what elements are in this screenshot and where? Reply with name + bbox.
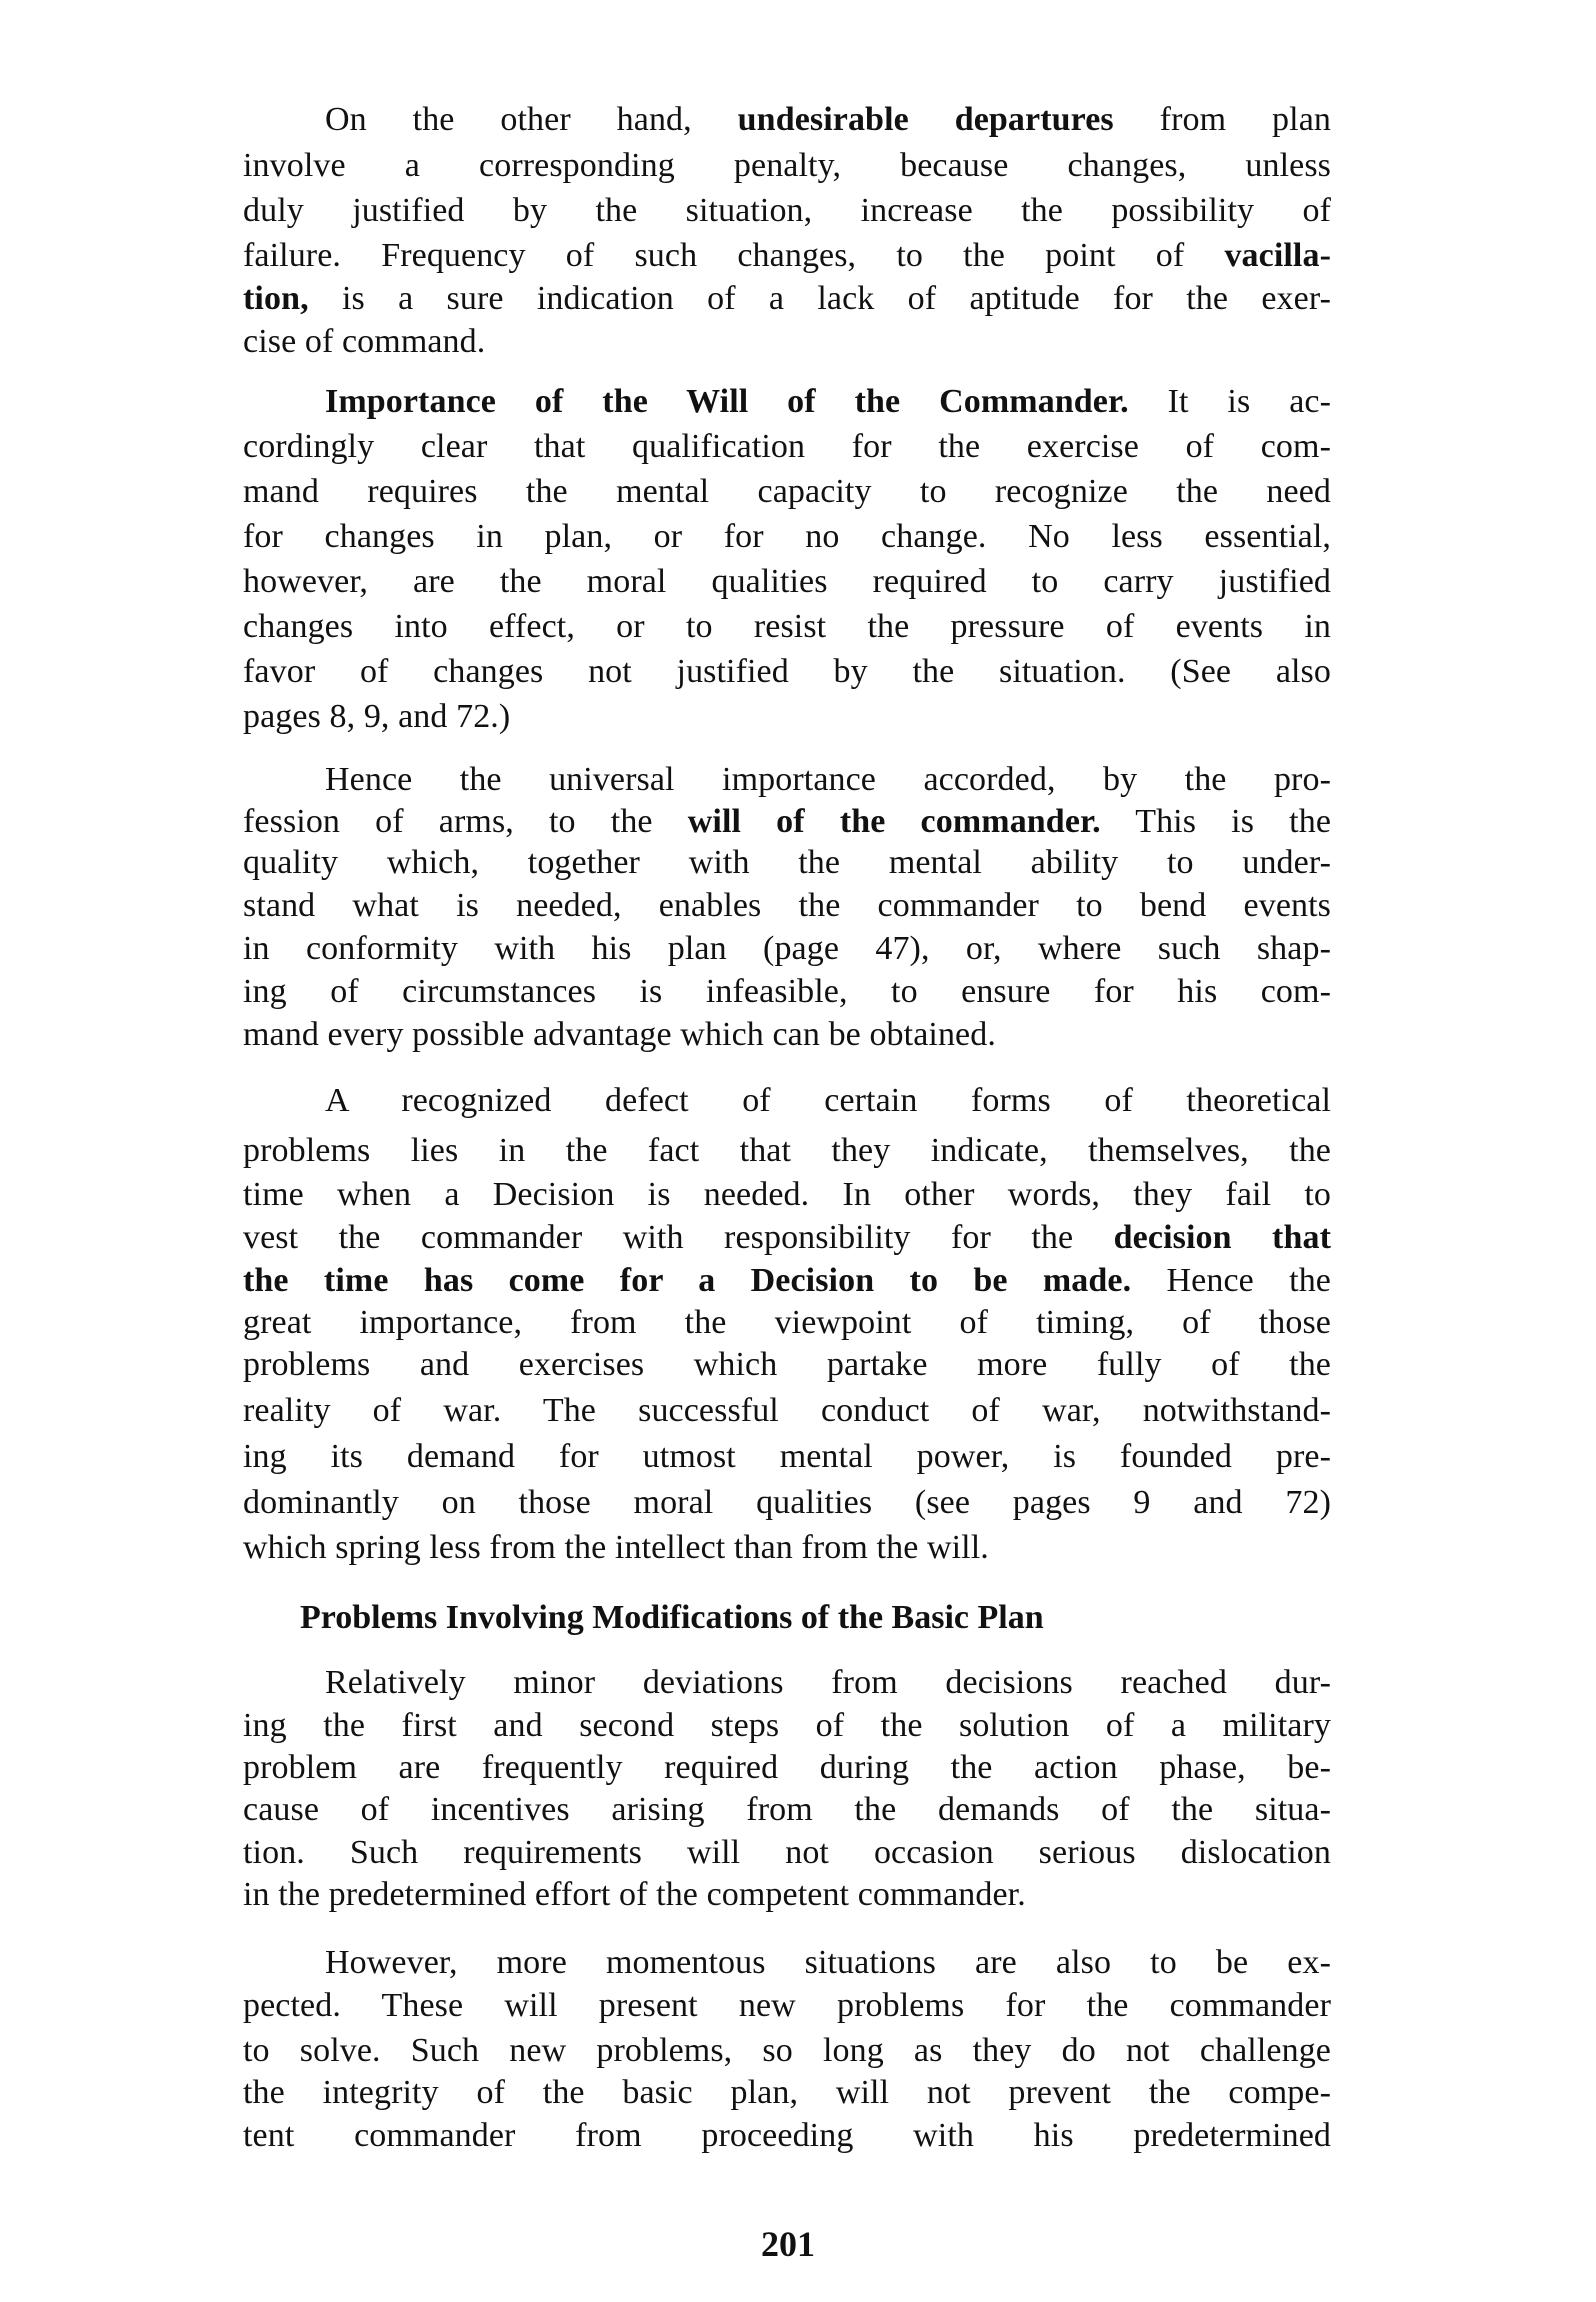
paragraph-1-line-2 — [243, 144, 1331, 188]
paragraph-6-line-5 — [243, 2114, 1331, 2158]
text-run: Relatively minor deviations from decisions reached dur- — [325, 1664, 1331, 1701]
text-run: fession of arms, to the — [243, 803, 688, 840]
text-run: favor of changes not justified by the situation. (See also — [243, 653, 1331, 690]
paragraph-3-line-4 — [243, 884, 1331, 928]
text-run: tion. Such requirements will not occasion serious dislocation — [243, 1834, 1331, 1871]
text-run: problem are frequently required during the action phase, be- — [243, 1749, 1331, 1786]
text-run: in the predetermined effort of the competent commander. — [243, 1876, 1026, 1913]
paragraph-1-line-3 — [243, 189, 1331, 233]
text-run: dominantly on those moral qualities (see pages 9 and 72) — [243, 1484, 1331, 1521]
bold-phrase-vacillation-end: tion, — [243, 280, 309, 317]
text-run: cordingly clear that qualification for the exercise of com- — [243, 428, 1331, 465]
bold-phrase-vacillation: vacilla- — [1224, 237, 1331, 274]
text-run: to solve. Such new problems, so long as they do not challenge — [243, 2032, 1331, 2069]
paragraph-4-line-3 — [243, 1173, 1331, 1217]
text-run: failure. Frequency of such changes, to the point of — [243, 237, 1225, 274]
paragraph-4-line-6 — [243, 1301, 1331, 1345]
text-run: On the other hand, — [325, 101, 738, 138]
text-run: for changes in plan, or for no change. No less essential, — [243, 518, 1331, 555]
paragraph-2-line-8 — [243, 695, 1331, 739]
text-run: pages 8, 9, and 72.) — [243, 698, 511, 735]
run-in-heading-importance-of-will: Importance of the Will of the Commander. — [325, 383, 1129, 420]
paragraph-4-line-11 — [243, 1526, 1331, 1570]
text-run: problems and exercises which partake more fully of the — [243, 1346, 1331, 1383]
paragraph-4-line-7 — [243, 1343, 1331, 1387]
paragraph-3-line-2 — [243, 800, 1331, 844]
paragraph-1-line-4 — [243, 234, 1331, 278]
paragraph-4-line-9 — [243, 1435, 1331, 1479]
paragraph-1-line-1 — [325, 98, 1331, 142]
bold-phrase-will-of-commander: will of the commander. — [687, 803, 1101, 840]
text-run: involve a corresponding penalty, because changes, unless — [243, 147, 1331, 184]
paragraph-5-line-2 — [243, 1704, 1331, 1748]
text-run: problems lies in the fact that they indicate, themselves, the — [243, 1132, 1331, 1169]
text-run: duly justified by the situation, increase the possibility of — [243, 192, 1331, 229]
text-run: vest the commander with responsibility for the — [243, 1219, 1114, 1256]
paragraph-2-line-2 — [243, 425, 1331, 469]
paragraph-5-line-6 — [243, 1873, 1331, 1917]
text-run: This is the — [1100, 803, 1332, 840]
text-run: which spring less from the intellect than from the will. — [243, 1529, 989, 1566]
paragraph-4-line-1 — [325, 1079, 1331, 1123]
text-run: Hence the universal importance accorded, by the pro- — [325, 761, 1331, 798]
paragraph-5-line-5 — [243, 1831, 1331, 1875]
text-run: A recognized defect of certain forms of theoretical — [325, 1082, 1331, 1119]
text-run: cause of incentives arising from the demands of the situa- — [243, 1791, 1331, 1828]
paragraph-6-line-2 — [243, 1984, 1331, 2028]
text-run: in conformity with his plan (page 47), or, where such shap- — [243, 930, 1331, 967]
text-run: changes into effect, or to resist the pressure of events in — [243, 608, 1331, 645]
paragraph-2-line-4 — [243, 515, 1331, 559]
paragraph-3-line-1 — [325, 758, 1331, 802]
text-run: quality which, together with the mental ability to under- — [243, 844, 1331, 881]
text-run: pected. These will present new problems for the commander — [243, 1987, 1331, 2024]
text-run: ing the first and second steps of the solution of a military — [243, 1707, 1331, 1744]
paragraph-5-line-3 — [243, 1746, 1331, 1790]
text-run: However, more momentous situations are also to be ex- — [325, 1944, 1331, 1981]
paragraph-6-line-4 — [243, 2071, 1331, 2115]
text-run: the integrity of the basic plan, will not prevent the compe- — [243, 2074, 1331, 2111]
text-run: tent commander from proceeding with his predetermined — [243, 2117, 1331, 2154]
bold-phrase-time-has-come: the time has come for a Decision to be made. — [243, 1262, 1132, 1299]
text-run: reality of war. The successful conduct of war, notwithstand- — [243, 1392, 1331, 1429]
paragraph-2-line-7 — [243, 650, 1331, 694]
paragraph-4-line-8 — [243, 1389, 1331, 1433]
paragraph-4-line-2 — [243, 1129, 1331, 1173]
bold-phrase-undesirable-departures: undesirable departures — [737, 101, 1114, 138]
paragraph-2-line-3 — [243, 470, 1331, 514]
paragraph-4-line-4 — [243, 1216, 1331, 1260]
paragraph-3-line-3 — [243, 841, 1331, 885]
paragraph-1-line-5 — [243, 277, 1331, 321]
paragraph-4-line-10 — [243, 1481, 1331, 1525]
paragraph-6-line-3 — [243, 2029, 1331, 2073]
paragraph-5-line-1 — [325, 1661, 1331, 1705]
paragraph-2-line-6 — [243, 605, 1331, 649]
text-run: stand what is needed, enables the commander to bend events — [243, 887, 1331, 924]
text-run: mand requires the mental capacity to recognize the need — [243, 473, 1331, 510]
text-run: time when a Decision is needed. In other words, they fail to — [243, 1176, 1331, 1213]
text-run: however, are the moral qualities required to carry justified — [243, 563, 1331, 600]
paragraph-1-line-6 — [243, 320, 1331, 364]
page-number: 201 — [761, 2224, 815, 2264]
text-run: ing of circumstances is infeasible, to ensure for his com- — [243, 973, 1331, 1010]
text-run: great importance, from the viewpoint of timing, of those — [243, 1304, 1331, 1341]
section-heading: Problems Involving Modifications of the Basic Plan — [300, 1599, 1044, 1636]
text-run: Hence the — [1131, 1262, 1331, 1299]
paragraph-3-line-7 — [243, 1013, 1331, 1057]
paragraph-3-line-5 — [243, 927, 1331, 971]
paragraph-3-line-6 — [243, 970, 1331, 1014]
text-run: ing its demand for utmost mental power, is founded pre- — [243, 1438, 1331, 1475]
text-run: from plan — [1113, 101, 1331, 138]
paragraph-6-line-1 — [325, 1941, 1331, 1985]
text-run: is a sure indication of a lack of aptitude for the exer- — [308, 280, 1331, 317]
text-run: It is ac- — [1128, 383, 1332, 420]
text-run: mand every possible advantage which can be obtained. — [243, 1016, 996, 1053]
paragraph-4-line-5 — [243, 1259, 1331, 1303]
paragraph-2-line-5 — [243, 560, 1331, 604]
paragraph-2-line-1 — [325, 380, 1331, 424]
paragraph-5-line-4 — [243, 1788, 1331, 1832]
bold-phrase-decision-that: decision that — [1113, 1219, 1331, 1256]
text-run: cise of command. — [243, 323, 486, 360]
